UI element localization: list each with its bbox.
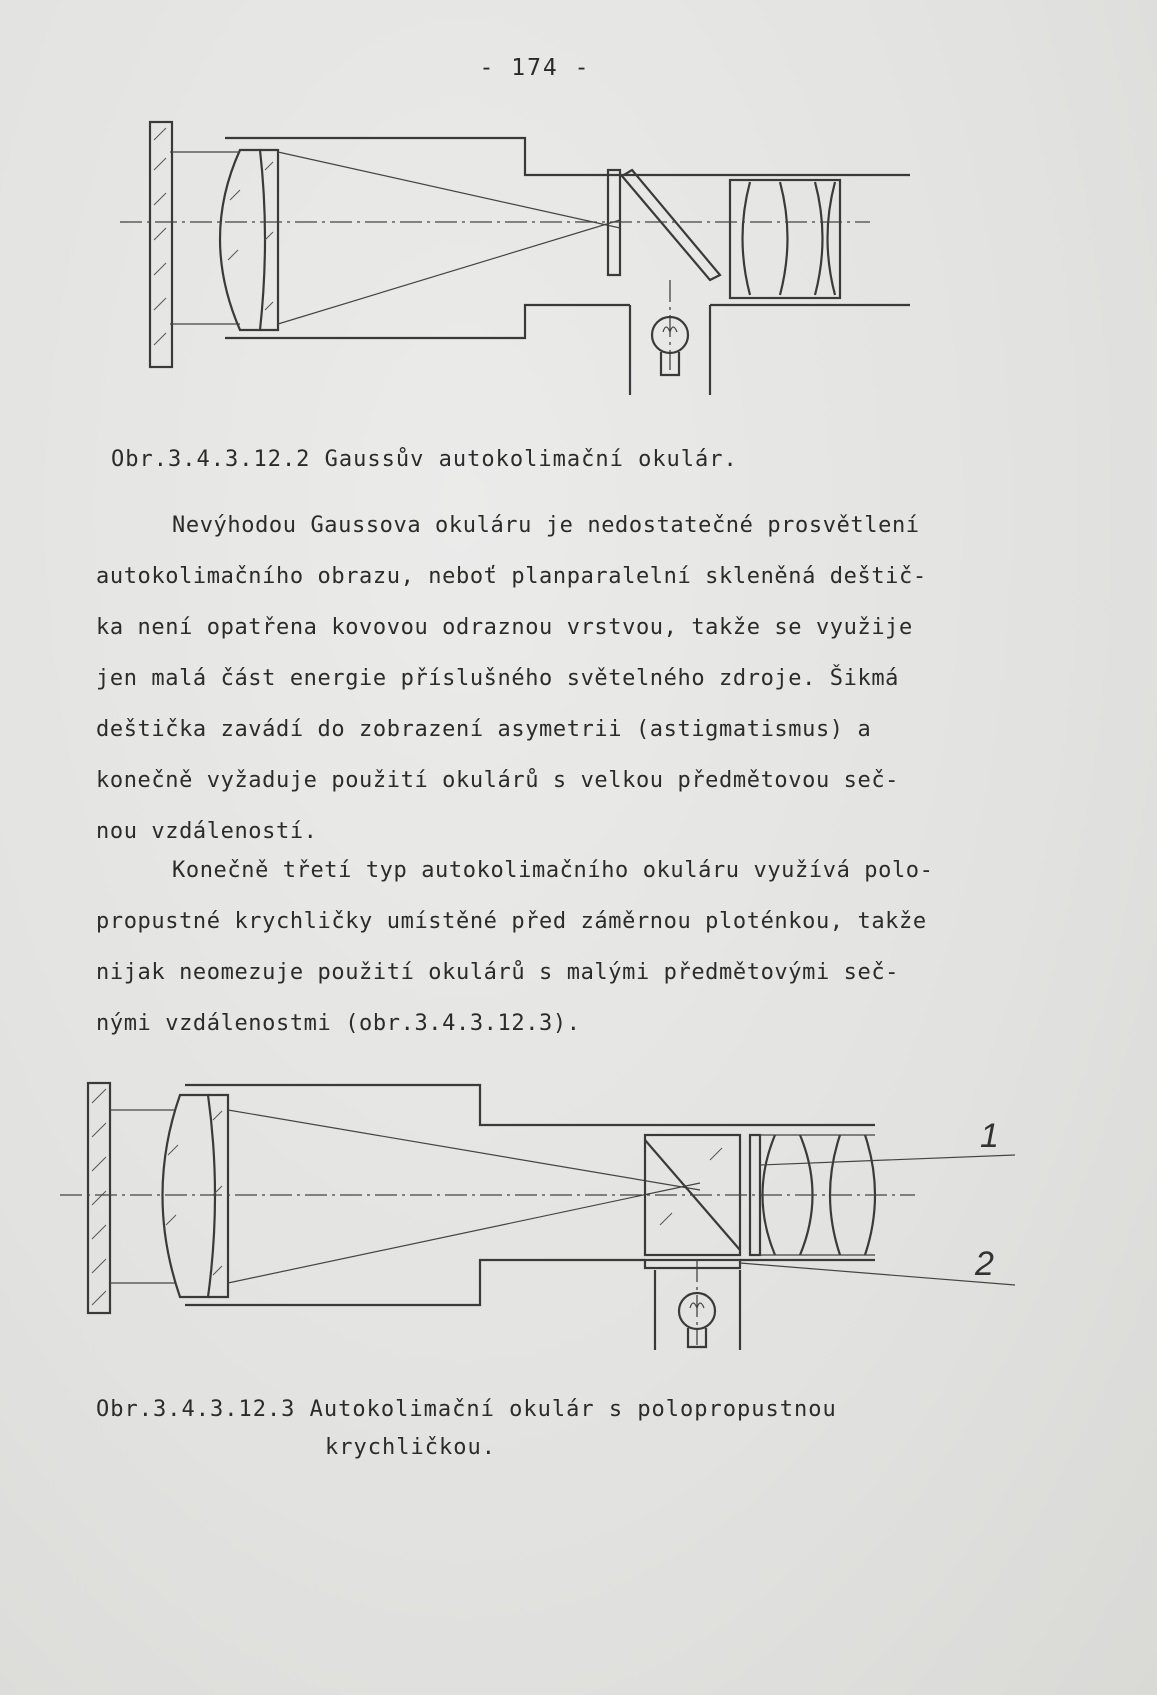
label-2: 2: [975, 1245, 994, 1283]
page-number: - 174 -: [479, 55, 591, 81]
leader-line-2: [740, 1263, 1015, 1285]
text-line: ka není opatřena kovovou odraznou vrstvou, takže se využije: [96, 615, 913, 640]
paragraph-1: [96, 500, 1016, 857]
objective-tube: [225, 138, 910, 175]
text-line: jen malá část energie příslušného světelného zdroje. Šikmá: [96, 666, 900, 691]
text-line: propustné krychličky umístěné před záměrnou ploténkou, takže: [96, 909, 927, 934]
figure2-caption-line2: krychličkou.: [325, 1435, 496, 1460]
tilted-plate: [622, 170, 720, 280]
leader-line-1: [760, 1155, 1015, 1165]
text-line: autokolimačního obrazu, neboť planparalelní skleněná deštič-: [96, 564, 927, 589]
figure-gauss-eyepiece: [120, 110, 950, 430]
text-line: nými vzdálenostmi (obr.3.4.3.12.3).: [96, 1011, 581, 1036]
objective-lens: [220, 150, 265, 330]
text-line: Nevýhodou Gaussova okuláru je nedostatečné prosvětlení: [172, 513, 920, 538]
text-line: deštička zavádí do zobrazení asymetrii (astigmatismus) a: [96, 717, 872, 742]
objective-tube: [185, 1085, 875, 1125]
text-line: Konečně třetí typ autokolimačního okuláru využívá polo-: [172, 858, 934, 883]
text-line: nou vzdáleností.: [96, 819, 318, 844]
mirror-hatch: [154, 128, 166, 345]
figure1-caption: Obr.3.4.3.12.2 Gaussův autokolimační okulár.: [111, 447, 738, 472]
figure-cube-eyepiece: [60, 1075, 1020, 1365]
paragraph-2: [96, 845, 1016, 1049]
text-line: konečně vyžaduje použití okulárů s velkou předmětovou seč-: [96, 768, 900, 793]
figure2-caption-line1: Obr.3.4.3.12.3 Autokolimační okulár s polopropustnou: [96, 1397, 837, 1422]
bottom-plate: [645, 1260, 740, 1268]
text-line: nijak neomezuje použití okulárů s malými předmětovými seč-: [96, 960, 900, 985]
mirror-plate: [150, 122, 172, 367]
label-1: 1: [980, 1117, 999, 1155]
objective-lens: [163, 1095, 216, 1297]
